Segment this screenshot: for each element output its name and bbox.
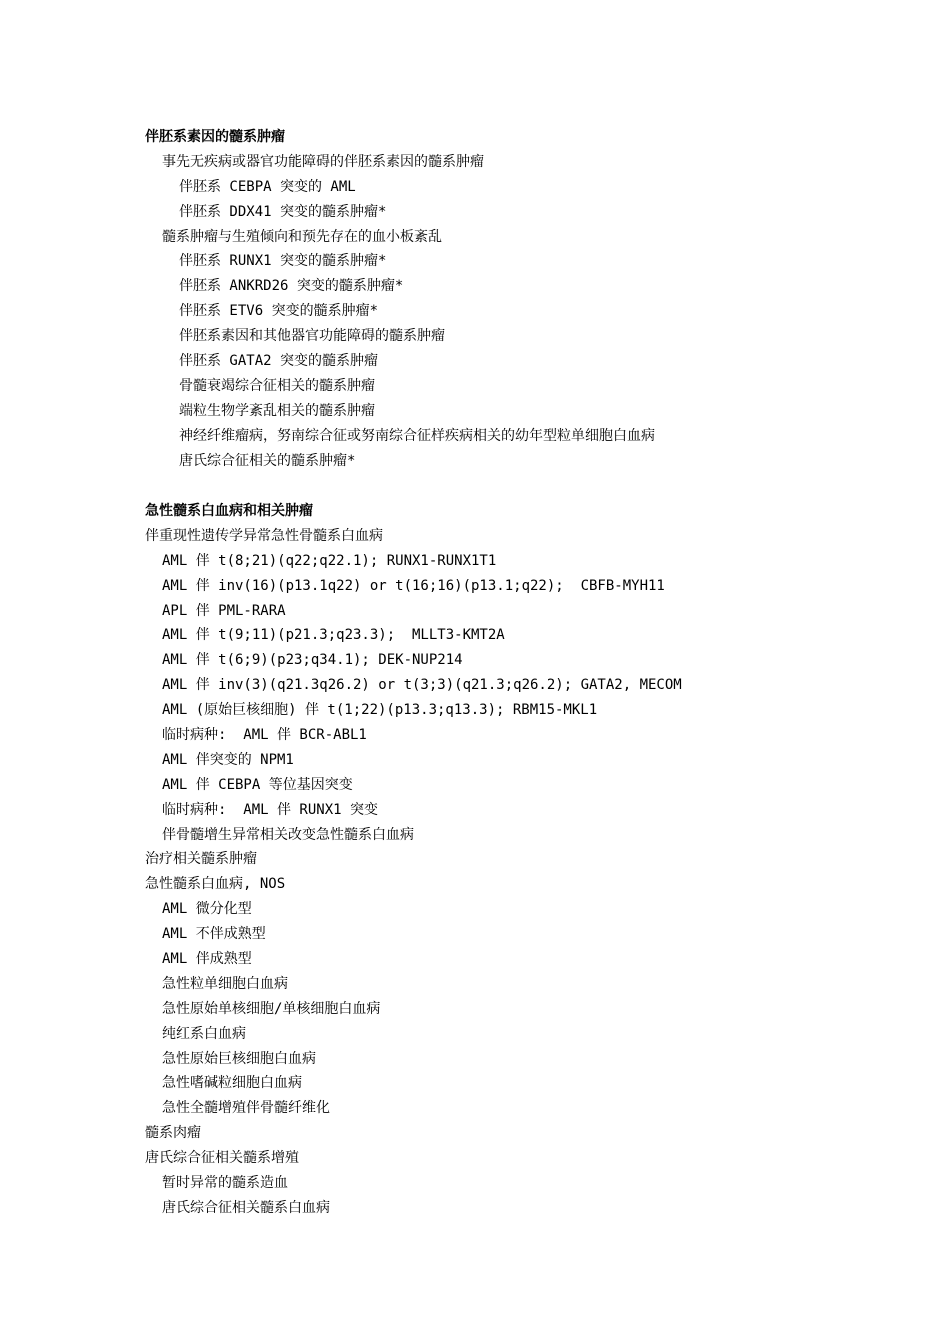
list-item: 临时病种: AML 伴 BCR-ABL1 <box>162 727 367 744</box>
list-item: AML 伴 t(6;9)(p23;q34.1); DEK-NUP214 <box>162 652 463 669</box>
list-item: 髓系肿瘤与生殖倾向和预先存在的血小板紊乱 <box>162 228 442 245</box>
list-item: 急性原始巨核细胞白血病 <box>162 1050 316 1067</box>
list-item: 唐氏综合征相关髓系白血病 <box>162 1199 330 1216</box>
section-lines <box>0 150 950 474</box>
section-aml-related <box>0 499 950 1221</box>
section-lines <box>0 524 950 1221</box>
list-item: APL 伴 PML-RARA <box>162 602 286 619</box>
section-heading: 急性髓系白血病和相关肿瘤 <box>145 503 313 519</box>
list-item: 急性全髓增殖伴骨髓纤维化 <box>162 1100 330 1117</box>
list-item: AML 伴 t(9;11)(p21.3;q23.3); MLLT3-KMT2A <box>162 627 505 644</box>
section-germline-predisposition <box>0 125 950 473</box>
list-item: 急性粒单细胞白血病 <box>162 975 288 992</box>
list-item: 伴胚系 GATA2 突变的髓系肿瘤 <box>179 353 379 370</box>
list-item: AML 伴 t(8;21)(q22;q22.1); RUNX1-RUNX1T1 <box>162 552 497 569</box>
list-item: AML 微分化型 <box>162 901 252 918</box>
list-item: 事先无疾病或器官功能障碍的伴胚系素因的髓系肿瘤 <box>162 153 484 170</box>
list-item: AML 伴成熟型 <box>162 951 252 968</box>
list-item: 纯红系白血病 <box>162 1025 246 1042</box>
list-item: 唐氏综合征相关的髓系肿瘤* <box>179 452 356 469</box>
list-item: AML 伴 inv(16)(p13.1q22) or t(16;16)(p13.1;q22); CBFB-MYH11 <box>162 577 665 594</box>
list-item: 伴胚系 ETV6 突变的髓系肿瘤* <box>179 303 379 320</box>
list-item: 临时病种: AML 伴 RUNX1 突变 <box>162 801 379 818</box>
list-item: 急性嗜碱粒细胞白血病 <box>162 1075 302 1092</box>
list-item: 急性原始单核细胞/单核细胞白血病 <box>162 1000 381 1017</box>
list-item: 伴骨髓增生异常相关改变急性髓系白血病 <box>162 826 414 843</box>
list-item: 伴胚系 CEBPA 突变的 AML <box>179 178 356 195</box>
list-item: 暂时异常的髓系造血 <box>162 1175 288 1192</box>
list-item: 伴胚系 ANKRD26 突变的髓系肿瘤* <box>179 278 404 295</box>
list-item: 唐氏综合征相关髓系增殖 <box>145 1150 299 1167</box>
list-item: 治疗相关髓系肿瘤 <box>145 851 257 868</box>
section-heading: 伴胚系素因的髓系肿瘤 <box>145 129 285 145</box>
list-item: 伴胚系 RUNX1 突变的髓系肿瘤* <box>179 253 387 270</box>
list-item: AML 伴 CEBPA 等位基因突变 <box>162 776 353 793</box>
list-item: AML 不伴成熟型 <box>162 926 266 943</box>
list-item: 伴胚系 DDX41 突变的髓系肿瘤* <box>179 203 387 220</box>
list-item: AML (原始巨核细胞) 伴 t(1;22)(p13.3;q13.3); RBM15-MKL1 <box>162 702 598 719</box>
list-item: 端粒生物学紊乱相关的髓系肿瘤 <box>179 402 375 419</box>
list-item: AML 伴 inv(3)(q21.3q26.2) or t(3;3)(q21.3;q26.2); GATA2, MECOM <box>162 677 682 694</box>
list-item: AML 伴突变的 NPM1 <box>162 751 294 768</box>
list-item: 伴重现性遗传学异常急性骨髓系白血病 <box>145 527 383 544</box>
list-item: 神经纤维瘤病，努南综合征或努南综合征样疾病相关的幼年型粒单细胞白血病 <box>179 427 655 444</box>
list-item: 急性髓系白血病, NOS <box>145 876 286 893</box>
list-item: 髓系肉瘤 <box>145 1125 201 1142</box>
list-item: 伴胚系素因和其他器官功能障碍的髓系肿瘤 <box>179 328 445 345</box>
list-item: 骨髓衰竭综合征相关的髓系肿瘤 <box>179 377 375 394</box>
